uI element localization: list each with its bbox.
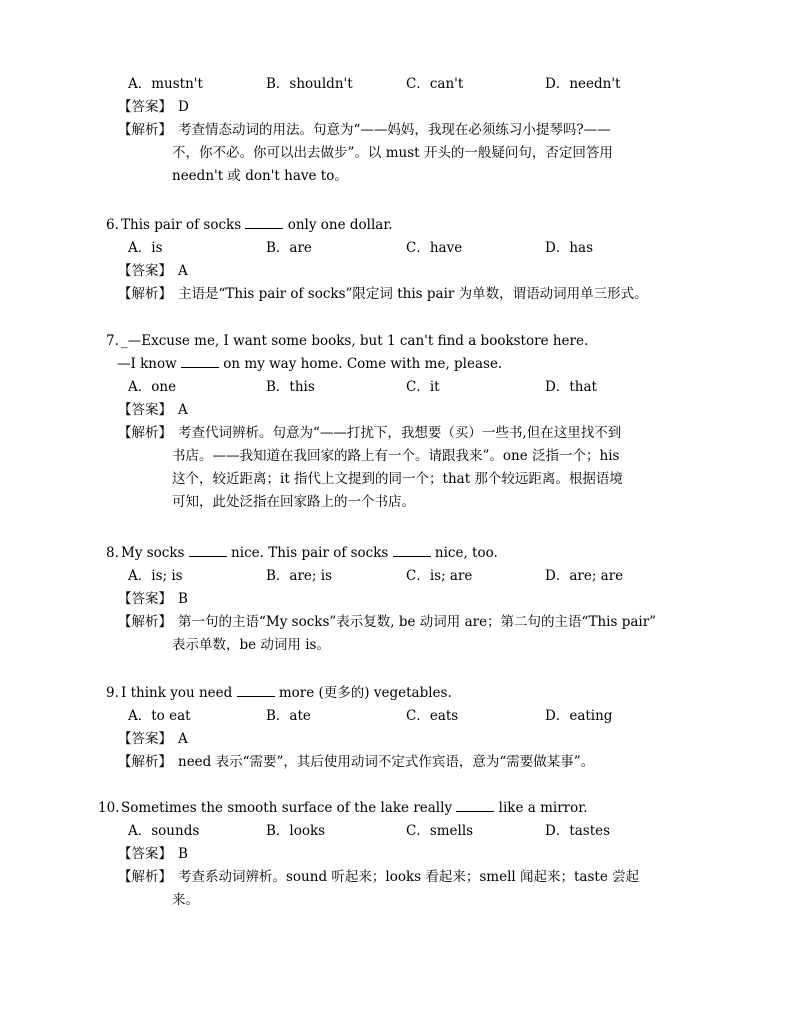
option-a: A．to eat — [128, 708, 191, 724]
analysis-label: 【解析】 — [118, 425, 172, 441]
answer-row — [0, 399, 794, 422]
analysis-row — [0, 422, 794, 445]
analysis-row — [0, 468, 794, 491]
answer-blank — [245, 214, 283, 229]
analysis-label: 【解析】 — [118, 614, 172, 630]
analysis-row — [0, 889, 794, 912]
question-8 — [0, 542, 794, 657]
option-b: B．shouldn't — [266, 76, 353, 92]
analysis-line: needn't 或 don't have to。 — [172, 168, 348, 184]
option-d: D．are; are — [545, 568, 624, 584]
analysis-line: 这个，较近距离；it 指代上文提到的同一个；that 那个较远距离。根据语境 — [172, 471, 623, 487]
options-row — [0, 376, 794, 399]
option-a: A．mustn't — [128, 76, 203, 92]
question-6 — [0, 214, 794, 306]
question-text: _—Excuse me, I want some books, but 1 can't find a bookstore here. — [121, 333, 589, 349]
analysis-row — [0, 751, 794, 774]
question-stem — [0, 330, 794, 353]
option-c: C．eats — [406, 708, 459, 724]
option-b: B．this — [266, 379, 315, 395]
answer-blank — [456, 797, 494, 812]
option-d: D．has — [545, 240, 593, 256]
question-text: This pair of socks only one dollar. — [121, 214, 393, 237]
analysis-line: 可知，此处泛指在回家路上的一个书店。 — [172, 494, 415, 510]
analysis-line: 考查情态动词的用法。句意为“——妈妈，我现在必须练习小提琴吗?—— — [178, 122, 611, 138]
option-b: B．are — [266, 240, 312, 256]
answer-value: D — [178, 99, 189, 115]
option-a: A．is — [128, 240, 163, 256]
options-row — [0, 237, 794, 260]
question-number: 9. — [106, 685, 119, 701]
option-a: A．is; is — [128, 568, 183, 584]
answer-value: B — [178, 846, 188, 862]
option-c: C．is; are — [406, 568, 473, 584]
analysis-label: 【解析】 — [118, 754, 172, 770]
option-b: B．ate — [266, 708, 311, 724]
analysis-line: 主语是“This pair of socks”限定词 this pair 为单数，谓语动词用单三形式。 — [178, 286, 648, 302]
question-number: 10. — [98, 800, 120, 816]
analysis-line: 考查系动词辨析。sound 听起来；looks 看起来；smell 闻起来；taste 尝起 — [178, 869, 640, 885]
question-number: 8. — [106, 545, 119, 561]
analysis-row — [0, 491, 794, 514]
question-stem — [0, 542, 794, 565]
answer-value: A — [178, 263, 188, 279]
question-stem — [0, 797, 794, 820]
options-row — [0, 73, 794, 96]
answer-value: A — [178, 731, 188, 747]
answer-blank — [181, 353, 219, 368]
option-d: D．tastes — [545, 823, 611, 839]
option-c: C．have — [406, 240, 463, 256]
question-text: —I know on my way home. Come with me, please. — [117, 353, 502, 376]
analysis-row — [0, 445, 794, 468]
answer-label: 【答案】 — [118, 263, 172, 279]
analysis-row — [0, 119, 794, 142]
analysis-label: 【解析】 — [118, 869, 172, 885]
analysis-row — [0, 634, 794, 657]
question-stem — [0, 214, 794, 237]
analysis-row — [0, 611, 794, 634]
answer-blank — [189, 542, 227, 557]
analysis-row — [0, 866, 794, 889]
analysis-line: need 表示“需要”，其后使用动词不定式作宾语，意为“需要做某事”。 — [178, 754, 595, 770]
question-number: 7. — [106, 333, 119, 349]
answer-blank — [237, 682, 275, 697]
options-row — [0, 565, 794, 588]
question-5 — [0, 73, 794, 188]
answer-value: A — [178, 402, 188, 418]
option-a: A．sounds — [128, 823, 200, 839]
analysis-line: 考查代词辨析。句意为“——打扰下，我想要（买）一些书,但在这里找不到 — [178, 425, 622, 441]
option-c: C．can't — [406, 76, 464, 92]
question-text: Sometimes the smooth surface of the lake really like a mirror. — [121, 797, 588, 820]
analysis-row — [0, 283, 794, 306]
answer-label: 【答案】 — [118, 402, 172, 418]
analysis-line: 来。 — [172, 892, 199, 908]
analysis-line: 第一句的主语“My socks”表示复数, be 动词用 are；第二句的主语“This pair” — [178, 614, 657, 630]
answer-row — [0, 843, 794, 866]
analysis-line: 书店。——我知道在我回家的路上有一个。请跟我来”。one 泛指一个；his — [172, 448, 620, 464]
question-text: My socks nice. This pair of socks nice, too. — [121, 542, 498, 565]
answer-value: B — [178, 591, 188, 607]
question-stem — [0, 682, 794, 705]
option-c: C．it — [406, 379, 440, 395]
answer-label: 【答案】 — [118, 591, 172, 607]
answer-label: 【答案】 — [118, 731, 172, 747]
option-b: B．looks — [266, 823, 326, 839]
answer-row — [0, 260, 794, 283]
analysis-label: 【解析】 — [118, 286, 172, 302]
option-b: B．are; is — [266, 568, 332, 584]
analysis-line: 不，你不必。你可以出去做步”。以 must 开头的一般疑问句，否定回答用 — [172, 145, 613, 161]
question-9 — [0, 682, 794, 774]
question-stem-line-2 — [0, 353, 794, 376]
option-a: A．one — [128, 379, 177, 395]
answer-label: 【答案】 — [118, 846, 172, 862]
answer-row — [0, 588, 794, 611]
option-d: D．eating — [545, 708, 613, 724]
options-row — [0, 820, 794, 843]
analysis-row — [0, 165, 794, 188]
question-7 — [0, 330, 794, 514]
options-row — [0, 705, 794, 728]
answer-row — [0, 728, 794, 751]
analysis-label: 【解析】 — [118, 122, 172, 138]
option-d: D．needn't — [545, 76, 621, 92]
answer-label: 【答案】 — [118, 99, 172, 115]
option-c: C．smells — [406, 823, 474, 839]
analysis-line: 表示单数，be 动词用 is。 — [172, 637, 330, 653]
option-d: D．that — [545, 379, 597, 395]
answer-blank — [393, 542, 431, 557]
question-text: I think you need more (更多的) vegetables. — [121, 682, 452, 705]
answer-row — [0, 96, 794, 119]
analysis-row — [0, 142, 794, 165]
question-number: 6. — [106, 217, 119, 233]
question-10 — [0, 797, 794, 912]
